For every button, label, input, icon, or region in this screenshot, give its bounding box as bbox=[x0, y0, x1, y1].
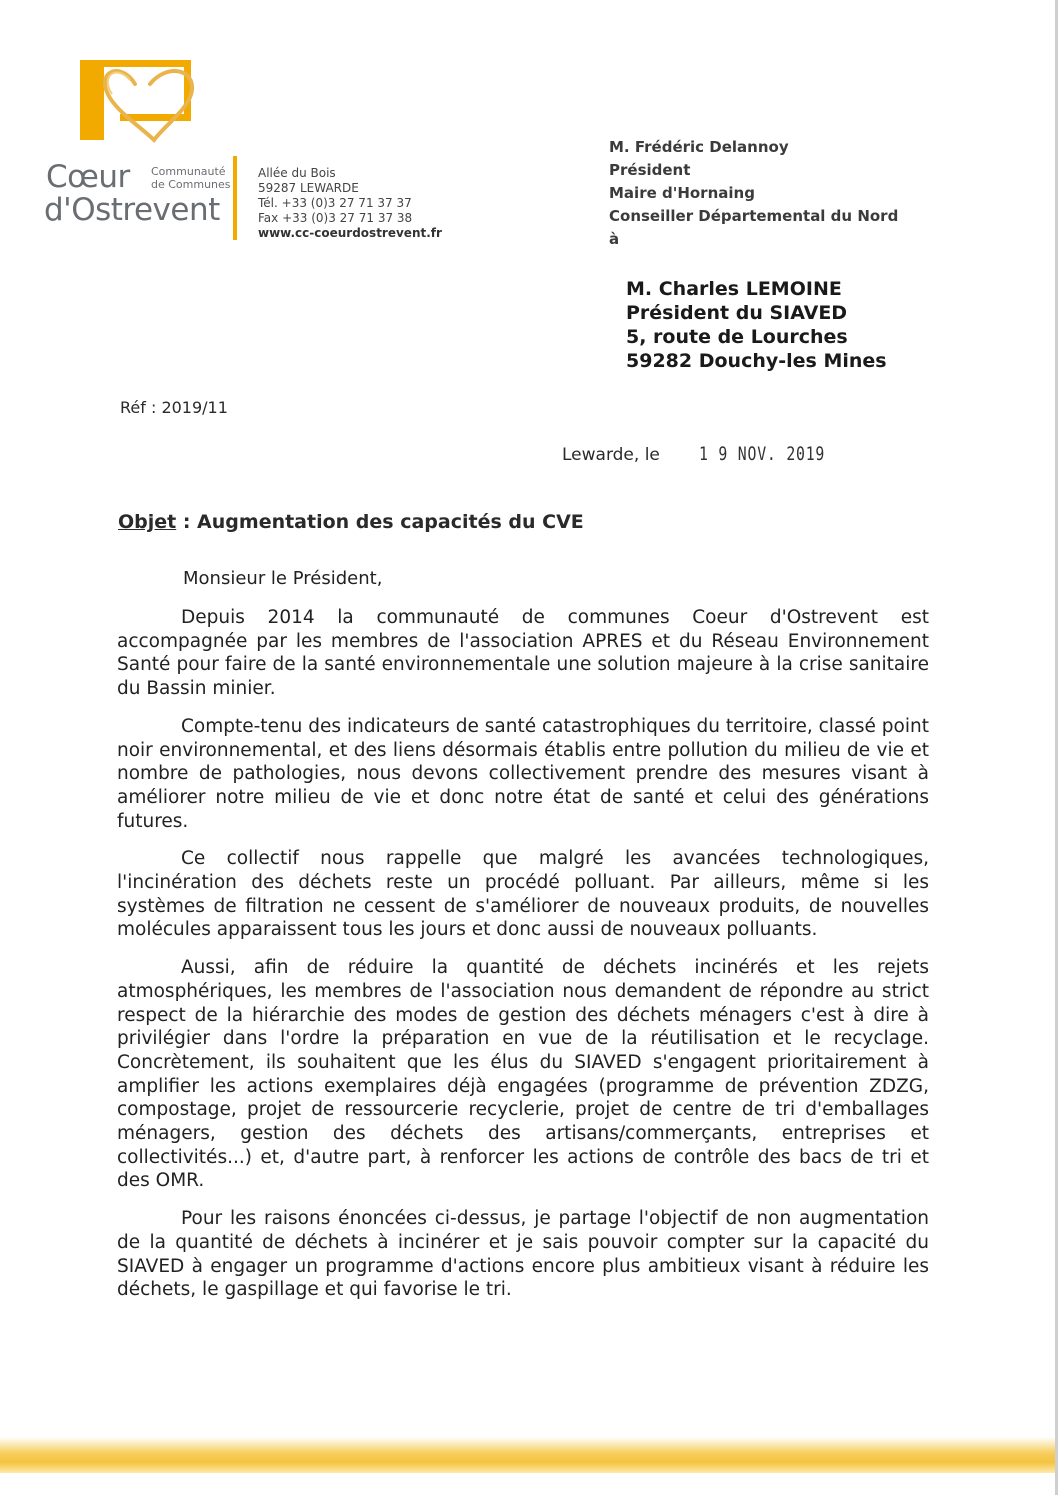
letter-body bbox=[117, 606, 929, 1316]
organization-logo bbox=[44, 50, 234, 230]
place-and-date bbox=[562, 443, 861, 465]
address-fax: Fax +33 (0)3 27 71 37 38 bbox=[258, 211, 413, 225]
body-paragraph: Ce collectif nous rappelle que malgré les avancées technologiques, l'incinération des déchets reste un procédé polluant. Par ailleurs, même si les systèmes de filtration ne cessent de s'améliorer de nouveaux produits, de nouvelles molécules apparaissent tous les jours et donc aussi de nouveaux polluants. bbox=[117, 848, 929, 941]
address-street: Allée du Bois bbox=[258, 166, 336, 180]
organization-address bbox=[258, 166, 442, 241]
logo-subtitle-line2: de Communes bbox=[151, 178, 231, 191]
logo-wordmark-line1: Cœur bbox=[46, 159, 130, 195]
sender-title-3: Conseiller Départemental du Nord bbox=[609, 207, 899, 225]
body-paragraph: Aussi, afin de réduire la quantité de déchets incinérés et les rejets atmosphériques, les membres de l'association nous demandent de répondre au strict respect de la hiérarchie des modes de gestion des déchets ménagers c'est à dire à privilégier dans l'ordre la préparation en vue de la réutilisation et le recyclage. Concrètement, ils souhaitent que les élus du SIAVED s'engagent prioritairement à amplifier les actions exemplaires déjà engagées (programme de prévention ZDZG, compostage, projet de ressourcerie recyclerie, projet de centre de tri d'emballages ménagers, gestion des déchets des artisans/commerçants, entreprises et collectivités...) et, d'autre part, à renforcer les actions de contrôle des bacs de tri et des OMR. bbox=[117, 957, 929, 1192]
subject-line bbox=[118, 511, 584, 533]
sender-to: à bbox=[609, 230, 620, 248]
recipient-block bbox=[626, 277, 887, 373]
subject-label: Objet bbox=[118, 511, 177, 533]
place: Lewarde, le bbox=[562, 445, 660, 465]
heart-logo-icon bbox=[80, 50, 210, 150]
reference: Réf : 2019/11 bbox=[120, 398, 228, 417]
sender-title-1: Président bbox=[609, 161, 691, 179]
sender-title-2: Maire d'Hornaing bbox=[609, 184, 755, 202]
recipient-street: 5, route de Lourches bbox=[626, 326, 848, 348]
recipient-title: Président du SIAVED bbox=[626, 302, 848, 324]
body-paragraph: Pour les raisons énoncées ci-dessus, je partage l'objectif de non augmentation de la quantité de déchets à incinérer et je sais pouvoir compter sur la capacité du SIAVED à engager un programme d'actions encore plus ambitieux visant à réduire les déchets, le gaspillage et qui favorise le tri. bbox=[117, 1208, 929, 1301]
salutation: Monsieur le Président, bbox=[183, 568, 383, 589]
logo-subtitle bbox=[151, 165, 241, 191]
sender-block bbox=[609, 136, 898, 251]
recipient-name: M. Charles LEMOINE bbox=[626, 278, 842, 300]
date-stamp: 1 9 NOV. 2019 bbox=[699, 443, 826, 465]
address-phone: Tél. +33 (0)3 27 71 37 37 bbox=[258, 196, 412, 210]
body-paragraph: Depuis 2014 la communauté de communes Coeur d'Ostrevent est accompagnée par les membres de l'association APRES et du Réseau Environnement Santé pour faire de la santé environnementale une solution majeure à la crise sanitaire du Bassin minier. bbox=[117, 607, 929, 700]
recipient-city: 59282 Douchy-les Mines bbox=[626, 350, 887, 372]
logo-divider bbox=[233, 156, 237, 240]
address-city: 59287 LEWARDE bbox=[258, 181, 359, 195]
sender-name: M. Frédéric Delannoy bbox=[609, 138, 789, 156]
address-website: www.cc-coeurdostrevent.fr bbox=[258, 226, 442, 240]
footer-band bbox=[0, 1437, 1058, 1473]
logo-wordmark-line2: d'Ostrevent bbox=[44, 192, 220, 228]
logo-subtitle-line1: Communauté bbox=[151, 165, 226, 178]
subject-text: : Augmentation des capacités du CVE bbox=[176, 511, 584, 533]
body-paragraph: Compte-tenu des indicateurs de santé catastrophiques du territoire, classé point noir environnemental, et des liens désormais établis entre pollution du milieu de vie et nombre de pathologies, nous devons collectivement prendre des mesures visant à améliorer notre milieu de vie et donc notre état de santé et celui des générations futures. bbox=[117, 715, 929, 832]
